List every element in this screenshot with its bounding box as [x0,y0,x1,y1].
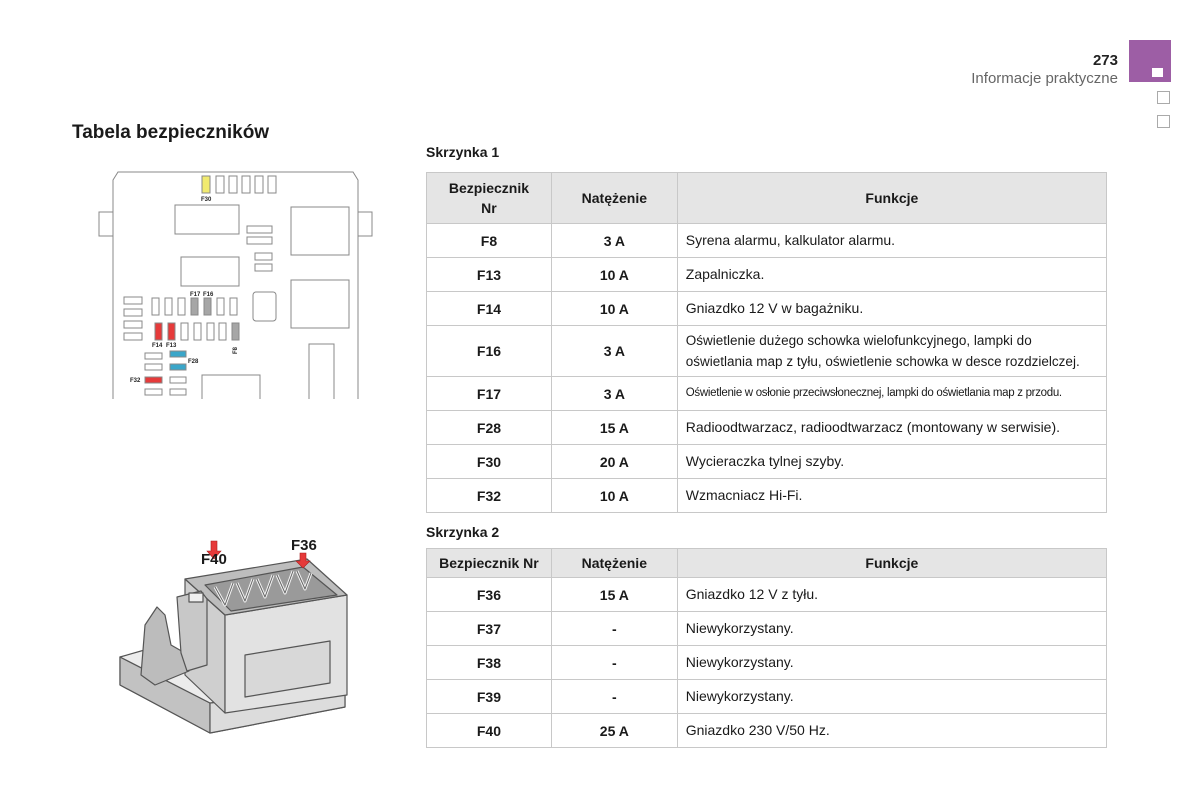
fuse-box-2-diagram [115,535,355,735]
fuse-function: Niewykorzystany. [677,646,1106,680]
chapter-tab-box [1157,115,1170,128]
box-2-label: Skrzynka 2 [426,524,500,540]
fuse-function: Gniazdko 12 V z tyłu. [677,578,1106,612]
table-header-row [427,173,1107,224]
page-number: 273 [1092,52,1118,69]
header-fuse-nr: Bezpiecznik Nr [427,549,552,578]
label-f36: F36 [291,537,317,554]
fuse-amperage: 10 A [551,292,677,326]
fuse-function: Wycieraczka tylnej szyby. [677,445,1106,479]
label-f14: F14 [152,343,163,349]
label-f30: F30 [201,197,212,203]
table-row [427,224,1107,258]
fuse-amperage: - [551,646,677,680]
header-fuse-nr: Bezpiecznik Nr [427,173,552,224]
fuse-function: Wzmacniacz Hi-Fi. [677,479,1106,513]
table-row [427,646,1107,680]
fuse-amperage: - [551,612,677,646]
label-f32: F32 [130,378,141,384]
label-f40: F40 [201,551,227,568]
fuse-amperage: 20 A [551,445,677,479]
chapter-tab-marker [1129,40,1171,82]
fuse-nr: F17 [427,377,552,411]
fuse-nr: F36 [427,578,552,612]
fuse-amperage: 15 A [551,411,677,445]
chapter-tab-box [1157,91,1170,104]
fuse-nr: F39 [427,680,552,714]
fuse-nr: F16 [427,326,552,377]
fuse-nr: F28 [427,411,552,445]
fuse-nr: F40 [427,714,552,748]
table-row [427,411,1107,445]
fuse-function: Zapalniczka. [677,258,1106,292]
table-row [427,326,1107,377]
label-f13: F13 [166,343,177,349]
fuse-nr: F37 [427,612,552,646]
fuse-amperage: 25 A [551,714,677,748]
fuse-function: Oświetlenie w osłonie przeciwsłonecznej, lampki do oświetlania map z przodu. [677,377,1106,411]
label-f28: F28 [188,359,199,365]
table-row [427,258,1107,292]
fuse-function: Niewykorzystany. [677,680,1106,714]
table-row [427,612,1107,646]
table-row [427,578,1107,612]
table-row [427,479,1107,513]
fuse-amperage: 10 A [551,479,677,513]
fuse-function: Niewykorzystany. [677,612,1106,646]
table-row [427,714,1107,748]
fuse-function: Syrena alarmu, kalkulator alarmu. [677,224,1106,258]
fuse-amperage: 3 A [551,326,677,377]
fuse-nr: F14 [427,292,552,326]
fuse-nr: F8 [427,224,552,258]
label-f16: F16 [203,292,214,298]
section-title: Informacje praktyczne [971,70,1118,87]
header-functions: Funkcje [677,173,1106,224]
fuse-table-box-2 [426,548,1107,748]
fuse-amperage: 3 A [551,377,677,411]
label-f8: F8 [233,346,239,354]
fuse-function: Gniazdko 230 V/50 Hz. [677,714,1106,748]
fuse-function: Radioodtwarzacz, radioodtwarzacz (montowany w serwisie). [677,411,1106,445]
fuse-table-box-1 [426,172,1107,513]
fuse-nr: F32 [427,479,552,513]
table-row [427,445,1107,479]
box-1-label: Skrzynka 1 [426,144,500,160]
table-header-row [427,549,1107,578]
header-functions: Funkcje [677,549,1106,578]
chapter-tab-dot [1152,68,1163,77]
page-heading: Tabela bezpieczników [72,122,270,143]
fuse-nr: F30 [427,445,552,479]
table-row [427,680,1107,714]
header-amperage: Natężenie [551,173,677,224]
table-row [427,292,1107,326]
fuse-amperage: 10 A [551,258,677,292]
fuse-amperage: - [551,680,677,714]
fuse-box-1-diagram [95,170,380,402]
label-f17: F17 [190,292,201,298]
fuse-amperage: 15 A [551,578,677,612]
fuse-function: Oświetlenie dużego schowka wielofunkcyjnego, lampki do oświetlania map z tyłu, oświetlenie schowka w desce rozdzielczej. [677,326,1106,377]
fuse-function: Gniazdko 12 V w bagażniku. [677,292,1106,326]
fuse-nr: F13 [427,258,552,292]
table-row [427,377,1107,411]
fuse-nr: F38 [427,646,552,680]
fuse-amperage: 3 A [551,224,677,258]
header-amperage: Natężenie [551,549,677,578]
